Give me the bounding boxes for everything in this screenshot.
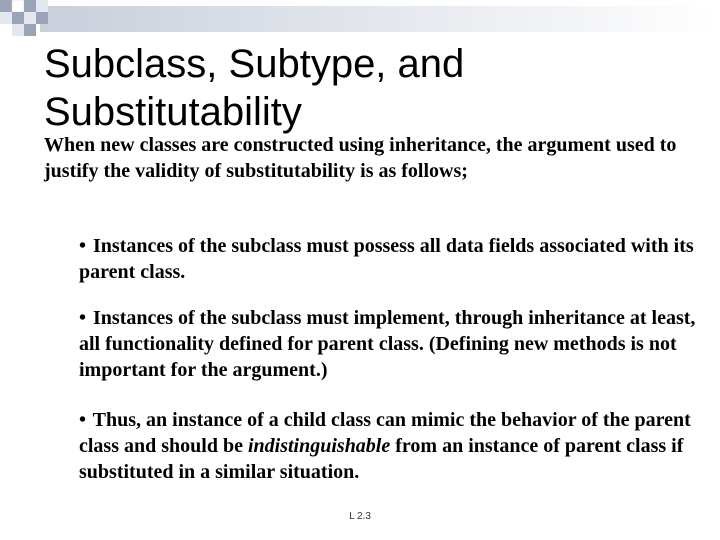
bullet-text-after: from an instance of parent class if substituted in a similar situation. [79,435,684,483]
bullet-item-3 [79,407,709,485]
bullet-item-2 [79,305,709,383]
bullet-text: Instances of the subclass must implement, through inheritance at least, all functionality defined for parent class. (Defining new methods is not important for the argument.) [79,307,696,381]
bullet-marker: • [79,409,87,431]
intro-paragraph: When new classes are constructed using inheritance, the argument used to justify the validity of substitutability is as follows; [44,134,677,182]
bullet-text-before: Thus, an instance of a child class can mimic the behavior of the parent class and should be [79,409,691,457]
slide-number: L 2.3 [349,511,371,522]
emphasis-text: indistinguishable [247,435,391,457]
header-decoration [0,0,720,40]
slide-title: Subclass, Subtype, and Substitutability [44,42,465,134]
header-gradient-bar [40,6,720,32]
bullet-item-1 [79,233,709,285]
bullet-marker: • [79,307,87,329]
bullet-marker: • [79,235,87,257]
bullet-text: Instances of the subclass must possess all data fields associated with its parent class. [79,235,694,283]
